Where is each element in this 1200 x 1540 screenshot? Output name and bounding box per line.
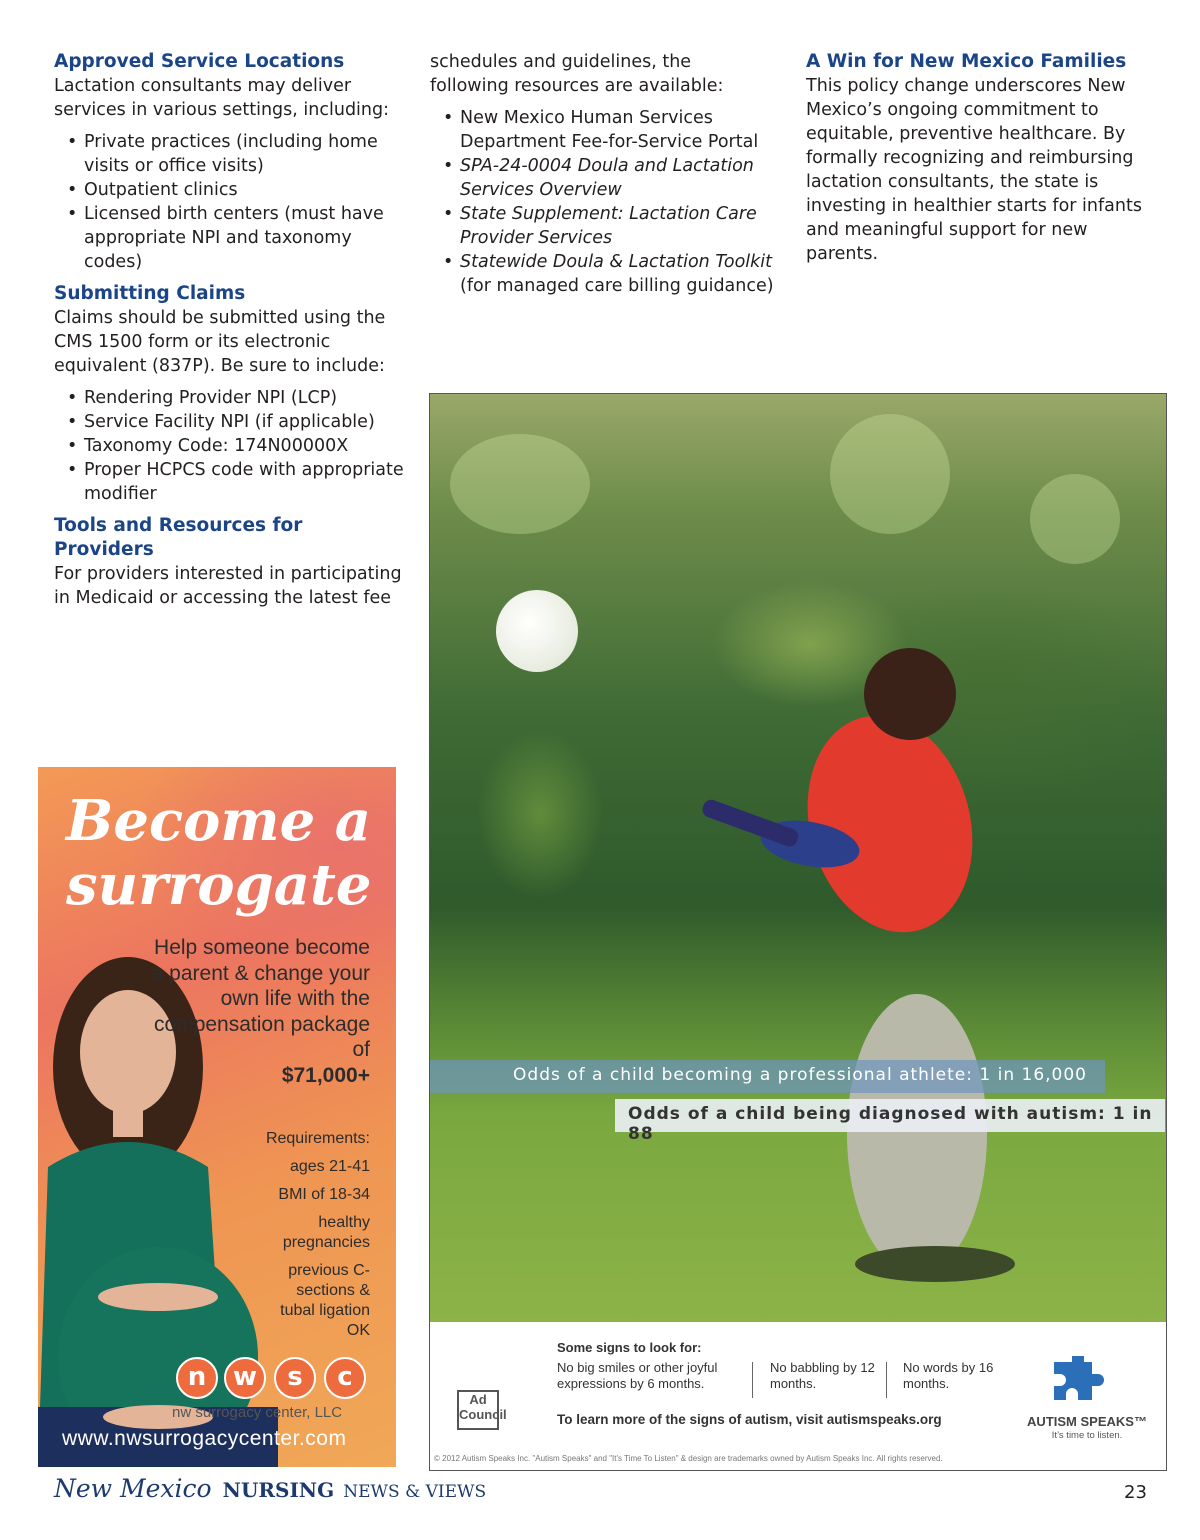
list-item: • SPA-24-0004 Doula and Lactation Services Overview [460,154,775,202]
requirement-item: previous C-sections & tubal ligation OK [280,1262,370,1339]
list-item: • Licensed birth centers (must have appropriate NPI and taxonomy codes) [84,202,404,274]
masthead-nursing: NURSING [222,1478,335,1502]
column-3 [806,50,1151,266]
win-text: This policy change underscores New Mexico’s ongoing commitment to equitable, preventive healthcare. By formally recognizing and reimbursing lactation consultants, the state is investing in healthier starts for infants and meaningful support for new parents. [806,76,1142,264]
resources-list [430,106,775,298]
list-item: • New Mexico Human Services Department Fee-for-Service Portal [460,106,775,154]
autism-ad-footer [430,1322,1166,1470]
requirement-item: healthy pregnancies [282,1214,370,1251]
list-item: • State Supplement: Lactation Care Provider Services [460,202,775,250]
divider [752,1362,753,1398]
claims-list [54,386,404,506]
requirement-item: ages 21-41 [289,1158,370,1175]
company-name: nw surrogacy center, LLC [172,1404,343,1421]
win-heading: A Win for New Mexico Families [806,51,1127,72]
masthead-new-mexico: New Mexico [54,1474,212,1503]
surrogate-ad [38,767,396,1467]
masthead-news-views: NEWS & VIEWS [343,1482,487,1502]
ad-council-logo: Ad Council [457,1390,499,1430]
list-item [460,250,775,298]
logo-letter: c [324,1357,366,1399]
odds-autism-banner [615,1099,1165,1144]
list-item: • Taxonomy Code: 174N00000X [84,434,404,458]
child-figure [430,394,1166,1322]
list-item: • Rendering Provider NPI (LCP) [84,386,404,410]
tools-resources-heading: Tools and Resources for Providers [54,515,303,560]
autism-speaks-ad [429,393,1167,1471]
sign-item: No words by 16 months. [903,1360,994,1391]
signs-heading: Some signs to look for: [557,1340,702,1355]
approved-locations-heading: Approved Service Locations [54,51,345,72]
divider [886,1362,887,1398]
logo-letter: n [176,1357,218,1399]
column-1 [54,50,404,610]
autism-speaks-tagline: It’s time to listen. [1051,1430,1123,1441]
child-batting-photo [430,394,1166,1322]
requirements-list [230,1129,370,1349]
autism-speaks-logo-text: AUTISM SPEAKS™ [1027,1414,1147,1429]
sign-item: No big smiles or other joyful expressions by 6 months. [557,1360,718,1391]
resources-intro-text: schedules and guidelines, the following resources are available: [430,52,724,96]
surrogate-ad-title: Become a surrogate [66,788,372,918]
list-item: • Outpatient clinics [84,178,404,202]
nwsc-logo [176,1357,376,1397]
odds-autism-text: Odds of a child being diagnosed with autism: 1 in 88 [628,1104,1153,1144]
requirement-item: BMI of 18-34 [278,1186,370,1203]
approved-locations-text: Lactation consultants may deliver services in various settings, including: [54,76,390,120]
list-item: • Private practices (including home visits or office visits) [84,130,404,178]
approved-locations-list [54,130,404,274]
surrogate-pitch-text: Help someone become a parent & change your own life with the compensation package of [151,936,370,1061]
submitting-claims-heading: Submitting Claims [54,283,246,304]
list-item: • Service Facility NPI (if applicable) [84,410,404,434]
company-url: www.nwsurrogacycenter.com [62,1427,347,1450]
toolkit-title: Statewide Doula & Lactation Toolkit [460,252,772,272]
odds-athlete-text: Odds of a child becoming a professional athlete: 1 in 16,000 [513,1065,1087,1085]
toolkit-note: (for managed care billing guidance) [460,276,774,296]
puzzle-piece-icon [1050,1352,1110,1412]
odds-athlete-banner [430,1060,1105,1093]
tools-resources-text: For providers interested in participating in Medicaid or accessing the latest fee [54,564,402,608]
page-number: 23 [1124,1482,1147,1503]
publication-masthead [54,1474,486,1503]
sign-item: No babbling by 12 months. [770,1360,875,1391]
requirements-heading: Requirements: [265,1130,370,1147]
logo-letter: w [224,1357,266,1399]
list-item: • Proper HCPCS code with appropriate modifier [84,458,404,506]
surrogate-ad-pitch [150,935,370,1088]
compensation-amount: $71,000+ [281,1063,370,1087]
learn-more-text: To learn more of the signs of autism, visit autismspeaks.org [557,1412,942,1427]
column-2 [430,50,775,306]
copyright-text: © 2012 Autism Speaks Inc. "Autism Speaks" and "It's Time To Listen" & design are trademarks owned by Autism Speaks Inc. All rights reserved. [434,1454,943,1463]
logo-letter: s [274,1357,316,1399]
submitting-claims-text: Claims should be submitted using the CMS 1500 form or its electronic equivalent (837P). Be sure to include: [54,308,386,376]
